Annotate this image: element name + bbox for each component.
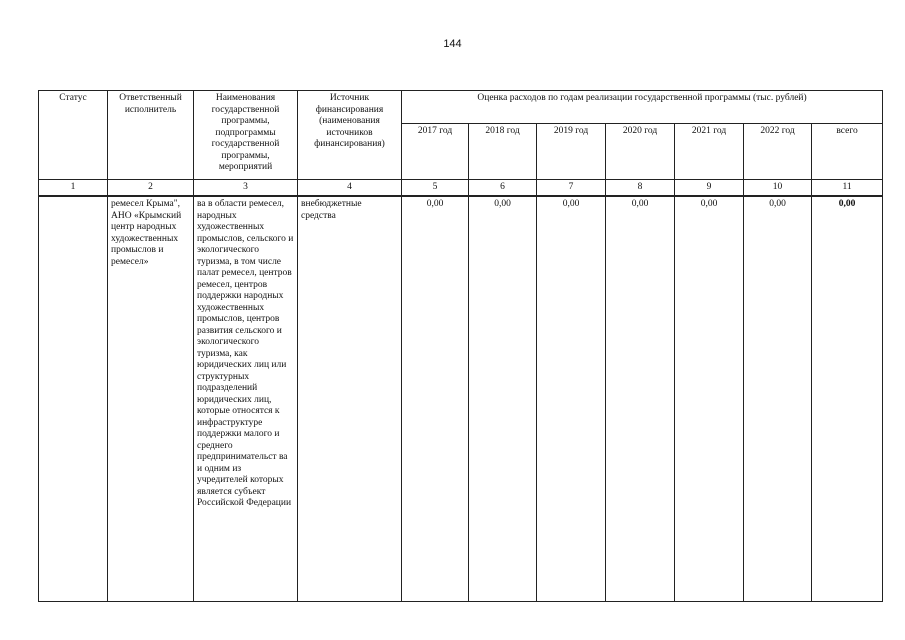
row-value-2018: 0,00 [469, 196, 537, 602]
header-year-2020: 2020 год [606, 124, 675, 180]
row-value-2019: 0,00 [537, 196, 606, 602]
column-number: 10 [744, 180, 812, 197]
header-status: Статус [39, 91, 108, 180]
column-number: 5 [402, 180, 469, 197]
header-year-2018: 2018 год [469, 124, 537, 180]
budget-table [38, 90, 883, 602]
row-value-2021: 0,00 [675, 196, 744, 602]
column-number: 9 [675, 180, 744, 197]
row-value-2022: 0,00 [744, 196, 812, 602]
header-estimate: Оценка расходов по годам реализации государственной программы (тыс. рублей) [402, 91, 883, 124]
header-executor: Ответственный исполнитель [108, 91, 194, 180]
page-number: 144 [443, 38, 462, 50]
row-status [39, 196, 108, 602]
column-number: 4 [298, 180, 402, 197]
column-number: 6 [469, 180, 537, 197]
header-total: всего [812, 124, 883, 180]
row-value-2017: 0,00 [402, 196, 469, 602]
column-numbers-row [39, 180, 883, 197]
column-number: 7 [537, 180, 606, 197]
header-row-1 [39, 91, 883, 124]
column-number: 2 [108, 180, 194, 197]
row-name: ва в области ремесел, народных художественных промыслов, сельского и экологического туризма, в том числе палат ремесел, центров ремесел, центров поддержки народных художественных промыслов, центров развития сельского и экологического туризма, как юридических лиц или структурных подразделений юридических лиц, которые относятся к инфраструктуре поддержки малого и среднего предпринимательст ва и одним из учредителей которых является субъект Российской Федерации [194, 196, 298, 602]
column-number: 3 [194, 180, 298, 197]
header-year-2017: 2017 год [402, 124, 469, 180]
column-number: 11 [812, 180, 883, 197]
column-number: 1 [39, 180, 108, 197]
row-executor: ремесел Крыма", АНО «Крымский центр народных художественных промыслов и ремесел» [108, 196, 194, 602]
row-value-2020: 0,00 [606, 196, 675, 602]
header-year-2019: 2019 год [537, 124, 606, 180]
table-row [39, 196, 883, 602]
header-source: Источник финансирования (наименования источников финансирования) [298, 91, 402, 180]
row-value-total: 0,00 [812, 196, 883, 602]
row-source: внебюджетные средства [298, 196, 402, 602]
header-name: Наименования государственной программы, подпрограммы государственной программы, мероприятий [194, 91, 298, 180]
header-year-2022: 2022 год [744, 124, 812, 180]
column-number: 8 [606, 180, 675, 197]
header-year-2021: 2021 год [675, 124, 744, 180]
